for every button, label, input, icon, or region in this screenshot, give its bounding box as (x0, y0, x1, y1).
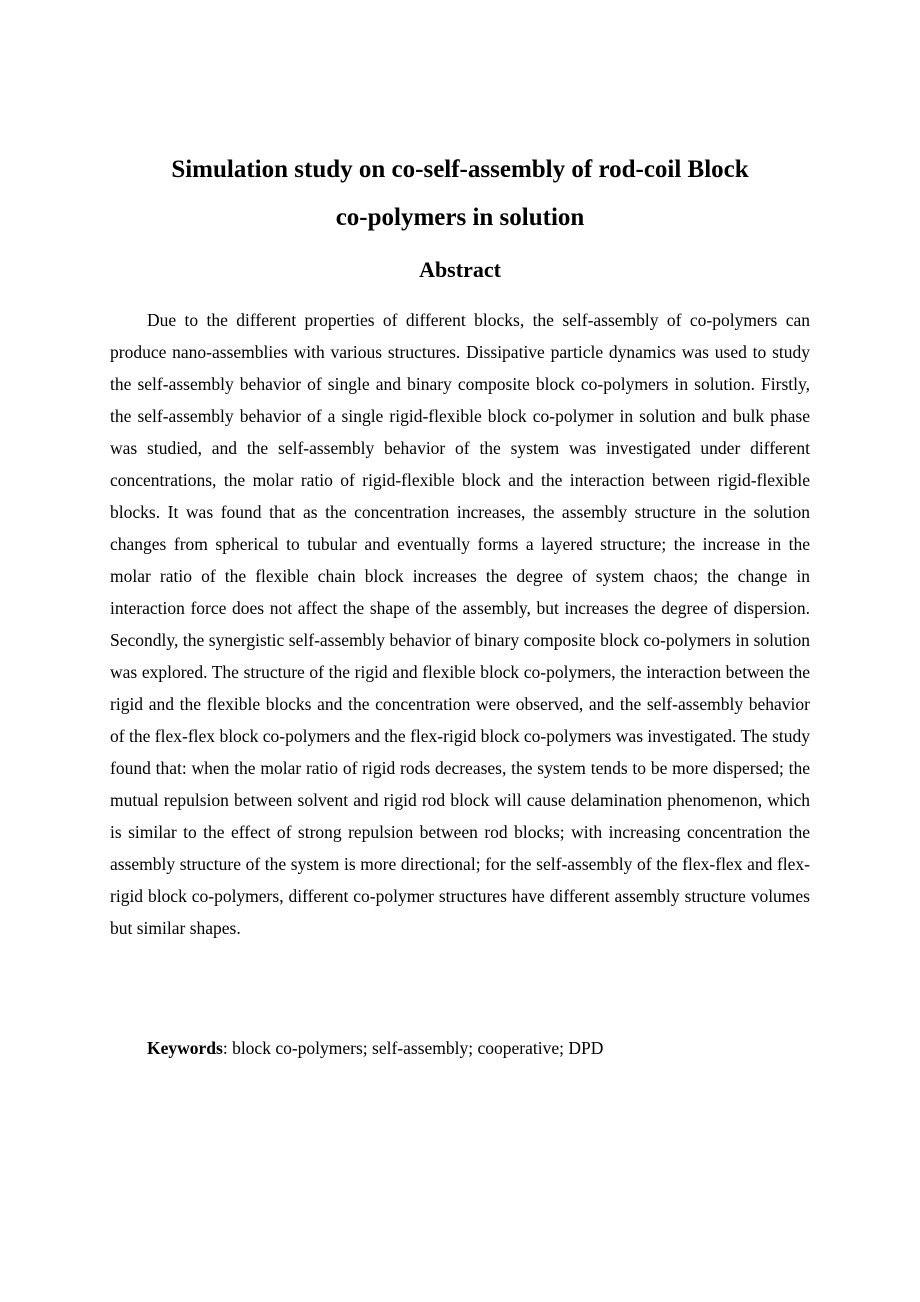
keywords-label: Keywords (147, 1038, 223, 1058)
abstract-body: Due to the different properties of different blocks, the self-assembly of co-polymers can produce nano-assemblies with various structures. Dissipative particle dynamics was used to study the self-assembly behavior of single and binary composite block co-polymers in solution. Firstly, the self-assembly behavior of a single rigid-flexible block co-polymer in solution and bulk phase was studied, and the self-assembly behavior of the system was investigated under different concentrations, the molar ratio of rigid-flexible block and the interaction between rigid-flexible blocks. It was found that as the concentration increases, the assembly structure in the solution changes from spherical to tubular and eventually forms a layered structure; the increase in the molar ratio of the flexible chain block increases the degree of system chaos; the change in interaction force does not affect the shape of the assembly, but increases the degree of dispersion. Secondly, the synergistic self-assembly behavior of binary composite block co-polymers in solution was explored. The structure of the rigid and flexible block co-polymers, the interaction between the rigid and the flexible blocks and the concentration were observed, and the self-assembly behavior of the flex-flex block co-polymers and the flex-rigid block co-polymers was investigated. The study found that: when the molar ratio of rigid rods decreases, the system tends to be more dispersed; the mutual repulsion between solvent and rigid rod block will cause delamination phenomenon, which is similar to the effect of strong repulsion between rod blocks; with increasing concentration the assembly structure of the system is more directional; for the self-assembly of the flex-flex and flex-rigid block co-polymers, different co-polymer structures have different assembly structure volumes but similar shapes. (110, 310, 810, 938)
title-line-2: co-polymers in solution (335, 204, 585, 231)
paper-title (110, 146, 810, 242)
keywords-text: : block co-polymers; self-assembly; cooperative; DPD (222, 1038, 604, 1058)
abstract-heading: Abstract (419, 257, 501, 282)
keywords-line (147, 1032, 810, 1064)
title-line-1: Simulation study on co-self-assembly of rod-coil Block (171, 156, 749, 183)
